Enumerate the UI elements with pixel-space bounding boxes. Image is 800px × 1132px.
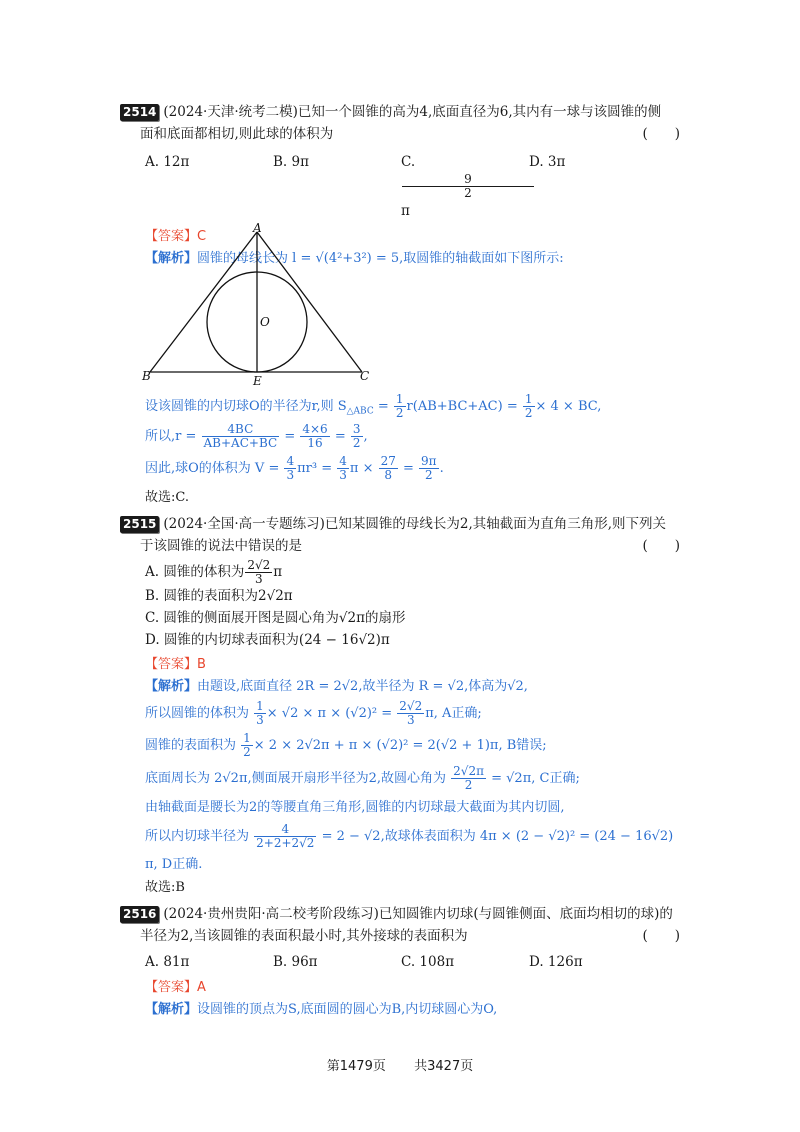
option-b: B. 96π [273, 954, 318, 970]
question-stem: 2515 (2024·全国·高一专题练习)已知某圆锥的母线长为2,其轴截面为直角三角形,则下列关 [120, 513, 680, 535]
option-d: D. 3π [529, 154, 566, 170]
page-footer [0, 1055, 800, 1074]
solution-line: 【解析】设圆锥的顶点为S,底面圆的圆心为B,内切球圆心为O, [145, 1002, 498, 1017]
question-2514: 2514 (2024·天津·统考二模)已知一个圆锥的高为4,底面直径为6,其内有一球与该圆锥的侧 面和底面都相切,则此球的体积为 ( ) A. 12π B. 9π C. $\frac{9}{2}$ π D. 3π 【答案】C 【解析】圆锥的母线长为 l = √(4²+3²) = 5,取圆锥的轴截面如下图所示: [120, 101, 680, 270]
question-number: 2514 [120, 104, 159, 121]
answer-value: A [197, 980, 206, 995]
question-stem: 2516 (2024·贵州贵阳·高二校考阶段练习)已知圆锥内切球(与圆锥侧面、底面均相切的球)的 [120, 903, 680, 925]
answer-line: 【答案】B [145, 657, 206, 672]
side-ac [257, 232, 362, 372]
side-ab [150, 232, 257, 372]
option-c: C. 108π [401, 954, 455, 970]
question-number: 2515 [120, 516, 159, 533]
question-2516: 2516 (2024·贵州贵阳·高二校考阶段练习)已知圆锥内切球(与圆锥侧面、底面均相切的球)的 半径为2,当该圆锥的表面积最小时,其外接球的表面积为 ( ) A. 81π B. 96π C. 108π D. 126π 【答案】A 【解析】设圆锥的顶点为S,底面圆的圆心为B,内切球圆心为O, [120, 903, 680, 1021]
total-pages: 共3427页 [414, 1059, 474, 1074]
final-choice: 故选:B [145, 880, 185, 895]
option-a: A. 圆锥的体积为 $\frac{2√2}{3}$ π [145, 558, 283, 586]
question-number: 2516 [120, 906, 159, 923]
option-a: A. 12π [145, 154, 190, 170]
option-c: C. $\frac{9}{2}$ π [401, 151, 529, 222]
final-choice: 故选:C. [145, 490, 189, 505]
answer-blank: ( ) [642, 126, 680, 142]
solution-line: 【解析】由题设,底面直径 2R = 2√2,故半径为 R = √2,体高为√2, [145, 679, 528, 694]
option-d: D. 圆锥的内切球表面积为(24 − 16√2)π [145, 632, 390, 648]
label-c: C [360, 369, 370, 383]
options [120, 151, 680, 222]
option-c: C. 圆锥的侧面展开图是圆心角为√2π的扇形 [145, 610, 406, 626]
label-a: A [253, 222, 262, 235]
label-b: B [142, 369, 151, 383]
label-e: E [253, 374, 262, 387]
option-b: B. 圆锥的表面积为2√2π [145, 588, 293, 604]
answer-blank: ( ) [642, 928, 680, 944]
option-b: B. 9π [273, 154, 309, 170]
question-2515: 2515 (2024·全国·高一专题练习)已知某圆锥的母线长为2,其轴截面为直角三角形,则下列关 于该圆锥的说法中错误的是 ( ) A. 圆锥的体积为 $\frac{2√2}{3}$ π B. 圆锥的表面积为2√2π C. 圆锥的侧面展开图是圆心角为√2π的扇形 D. 圆锥的内切球表面积为(24 − 16√2)π 【答案】B 【解析】由题设,底面直径 2R = 2√2,故半径为 R = √2,体高为√2, 所以圆锥的体积为 $\frac{1}{3}$ × √2 × π × (√2)² = $\frac{2√2}{3}$ π, A正确; 圆锥的表面积为 $\frac{1}{2}$ × 2 × 2√2π + π × (√2)² = 2(√2 + 1)π, B错误; 底面周长为 2√2π,侧面展开扇形半径为2,故圆心角为 $\frac{2√2\pi}{2}$ = √2π, C正确; 由轴截面是腰长为2的等腰直角三角形,圆锥的内切球最大截面为其内切圆, 所以内切球半径为 $\frac{4}{2+2+2√2}$ = 2 − √2,故球体表面积为 4π × (2 − √2)² = (24 − 16√2) π, D正确. 故选:B [120, 513, 680, 900]
option-d: D. 126π [529, 954, 583, 970]
options [120, 951, 680, 973]
answer-value: B [197, 657, 206, 672]
page-number: 第1479页 [326, 1059, 386, 1074]
question-2514-solution-cont: 设该圆锥的内切球O的半径为r,则 $S_{\triangle ABC}$ = $\frac{1}{2}$ r(AB+BC+AC) = $\frac{1}{2}$ × 4 × BC, 所以,r = $\frac{4BC}{AB+AC+BC}$ = $\frac{4\times 6}{16}$ = $\frac{3}{2}$ , 因此,球O的体积为 V = $\frac{4}{3}$ πr³ = $\frac{4}{3}$ π × $\frac{27}{8}$ = $\frac{9\pi}{2}$ . 故选:C. [120, 393, 680, 511]
answer-blank: ( ) [642, 538, 680, 554]
label-o: O [260, 315, 270, 329]
answer-value: C [197, 229, 207, 244]
solution-line: 【解析】圆锥的母线长为 l = √(4²+3²) = 5,取圆锥的轴截面如下图所示: [145, 251, 564, 266]
cone-cross-section-diagram [140, 222, 380, 387]
answer-line: 【答案】C [145, 229, 207, 244]
answer-line: 【答案】A [145, 980, 206, 995]
question-stem: 2514 (2024·天津·统考二模)已知一个圆锥的高为4,底面直径为6,其内有一球与该圆锥的侧 [120, 101, 680, 123]
option-a: A. 81π [145, 954, 190, 970]
